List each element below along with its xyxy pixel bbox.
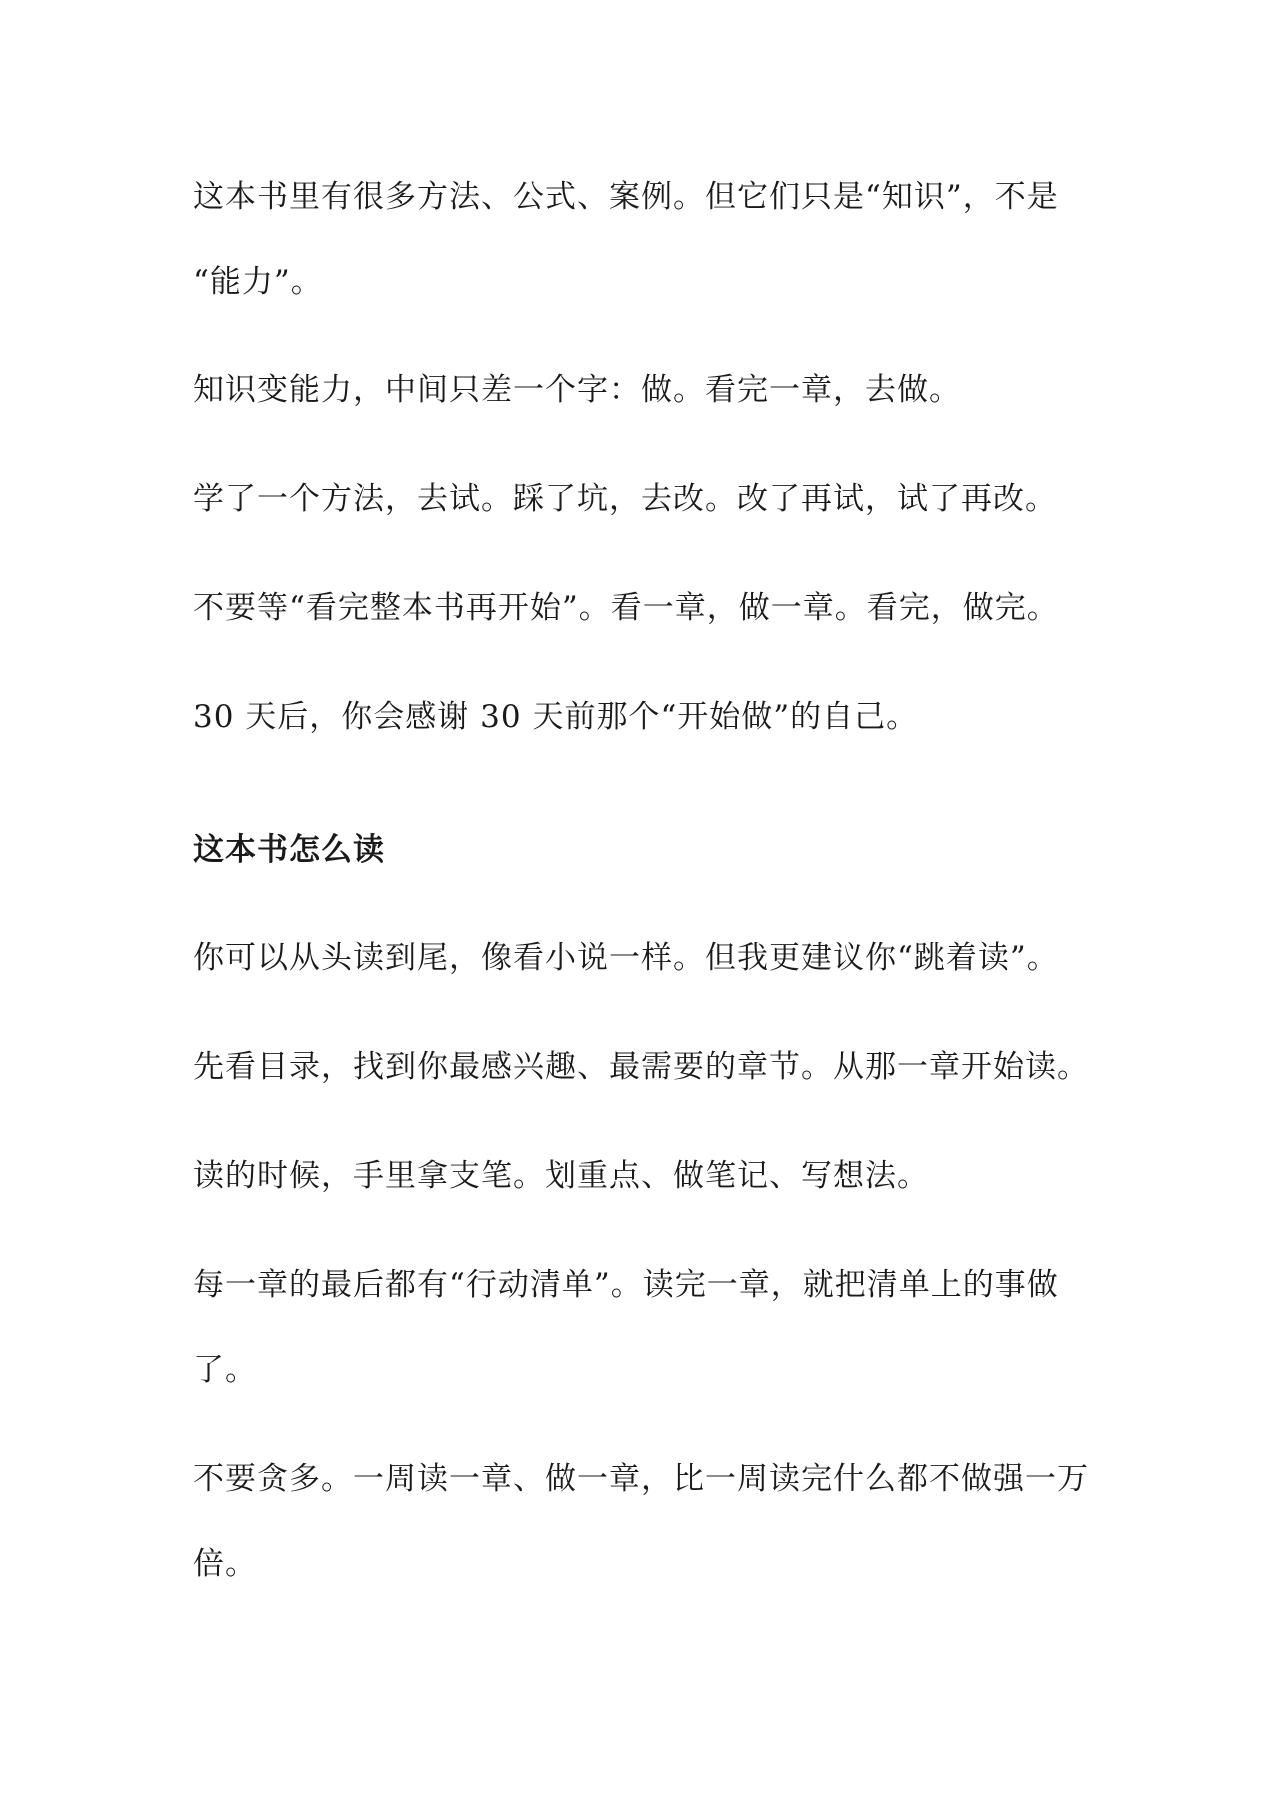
- section-heading: 这本书怎么读: [193, 832, 385, 868]
- paragraph-toc: 先看目录，找到你最感兴趣、最需要的章节。从那一章开始读。: [193, 1049, 1089, 1085]
- paragraph-pen: 读的时候，手里拿支笔。划重点、做笔记、写想法。: [193, 1158, 929, 1194]
- paragraph-knowledge-line-1: 这本书里有很多方法、公式、案例。但它们只是“知识”，不是: [193, 179, 1059, 215]
- paragraph-not-greedy-line-1: 不要贪多。一周读一章、做一章，比一周读完什么都不做强一万: [193, 1461, 1089, 1497]
- paragraph-not-greedy-line-2: 倍。: [193, 1546, 257, 1582]
- paragraph-knowledge-line-2: “能力”。: [193, 264, 323, 300]
- paragraph-skip-read: 你可以从头读到尾，像看小说一样。但我更建议你“跳着读”。: [193, 940, 1059, 976]
- paragraph-action-list-line-1: 每一章的最后都有“行动清单”。读完一章，就把清单上的事做: [193, 1267, 1059, 1303]
- paragraph-dont-wait: 不要等“看完整本书再开始”。看一章，做一章。看完，做完。: [193, 590, 1059, 626]
- paragraph-30-days: 30 天后，你会感谢 30 天前那个“开始做”的自己。: [193, 699, 919, 735]
- paragraph-try: 学了一个方法，去试。踩了坑，去改。改了再试，试了再改。: [193, 481, 1057, 517]
- paragraph-action-list-line-2: 了。: [193, 1352, 257, 1388]
- paragraph-do: 知识变能力，中间只差一个字：做。看完一章，去做。: [193, 372, 961, 408]
